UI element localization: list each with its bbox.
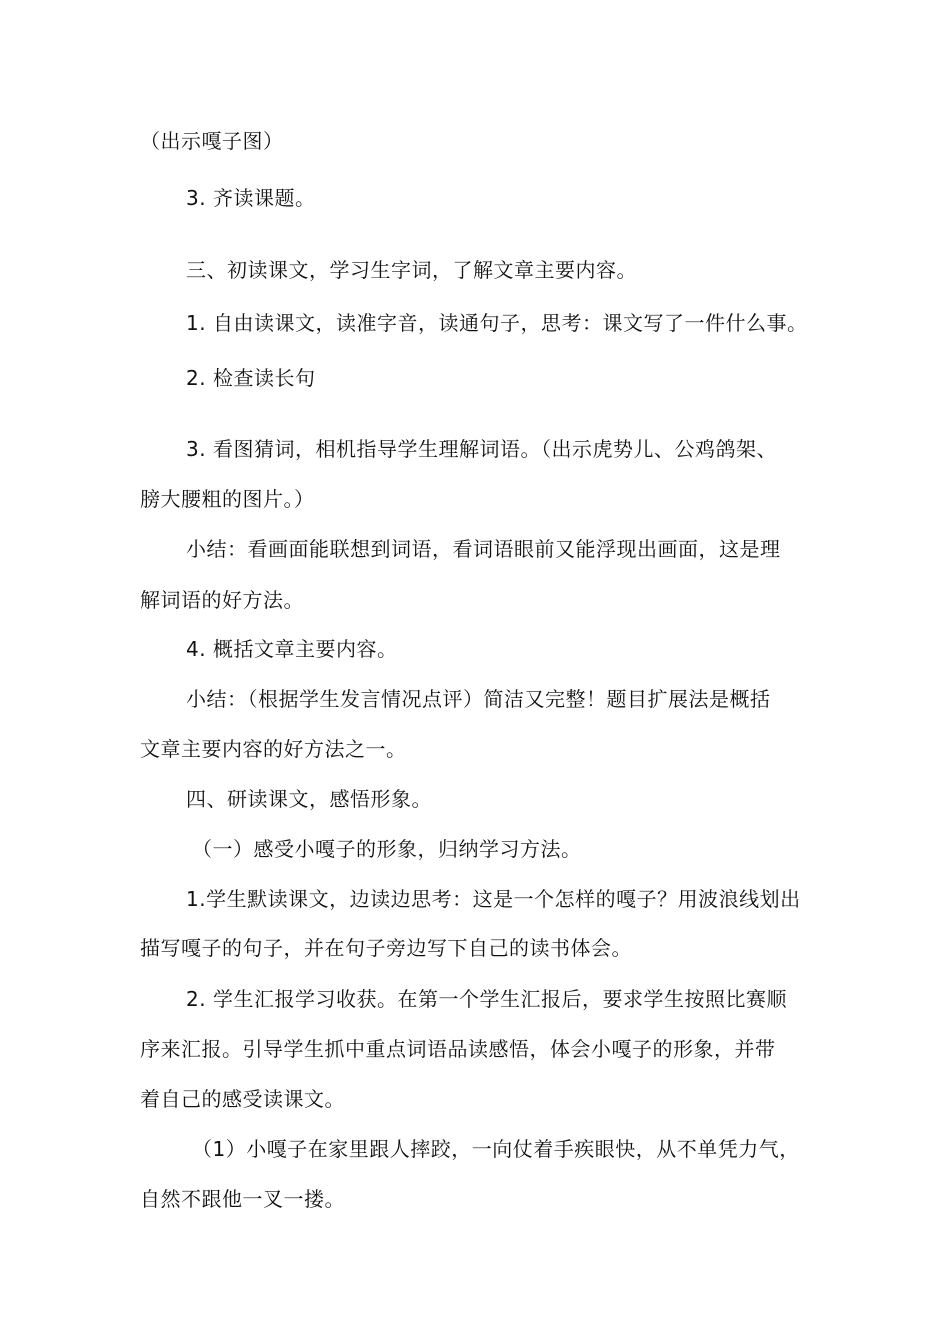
text-line: 序来汇报。引导学生抓中重点词语品读感悟，体会小嘎子的形象，并带 xyxy=(140,1037,776,1061)
text-line: （1）小嘎子在家里跟人摔跤，一向仗着手疾眼快，从不单凭力气， xyxy=(192,1137,800,1161)
text-line: 膀大腰粗的图片。） xyxy=(140,487,315,511)
text-line: 小结：看画面能联想到词语，看词语眼前又能浮现出画面，这是理 xyxy=(186,537,781,561)
text-line: 描写嘎子的句子，并在句子旁边写下自己的读书体会。 xyxy=(140,936,632,960)
section-heading: 三、初读课文，学习生字词，了解文章主要内容。 xyxy=(186,258,637,282)
text-line: 文章主要内容的好方法之一。 xyxy=(140,737,407,761)
text-line: 1.学生默读课文，边读边思考：这是一个怎样的嘎子？用波浪线划出 xyxy=(186,887,801,911)
section-heading: 四、研读课文，感悟形象。 xyxy=(186,787,432,811)
text-line: 自然不跟他一叉一搂。 xyxy=(140,1187,345,1211)
text-line: 4. 概括文章主要内容。 xyxy=(186,637,398,661)
text-line: 解词语的好方法。 xyxy=(140,588,304,612)
text-line: 3. 齐读课题。 xyxy=(186,186,316,210)
text-line: 着自己的感受读课文。 xyxy=(140,1087,345,1111)
text-line: 1. 自由读课文，读准字音，读通句子，思考：课文写了一件什么事。 xyxy=(186,311,808,335)
text-line: 3. 看图猜词，相机指导学生理解词语。（出示虎势儿、公鸡鸽架、 xyxy=(186,437,777,461)
text-line: 2. 学生汇报学习收获。在第一个学生汇报后，要求学生按照比赛顺 xyxy=(186,987,787,1011)
text-line: （一）感受小嘎子的形象，归纳学习方法。 xyxy=(192,837,582,861)
text-line: （出示嘎子图） xyxy=(140,129,284,153)
text-line: 小结：（根据学生发言情况点评）简洁又完整！题目扩展法是概括 xyxy=(186,687,771,711)
text-line: 2. 检查读长句 xyxy=(186,366,316,390)
